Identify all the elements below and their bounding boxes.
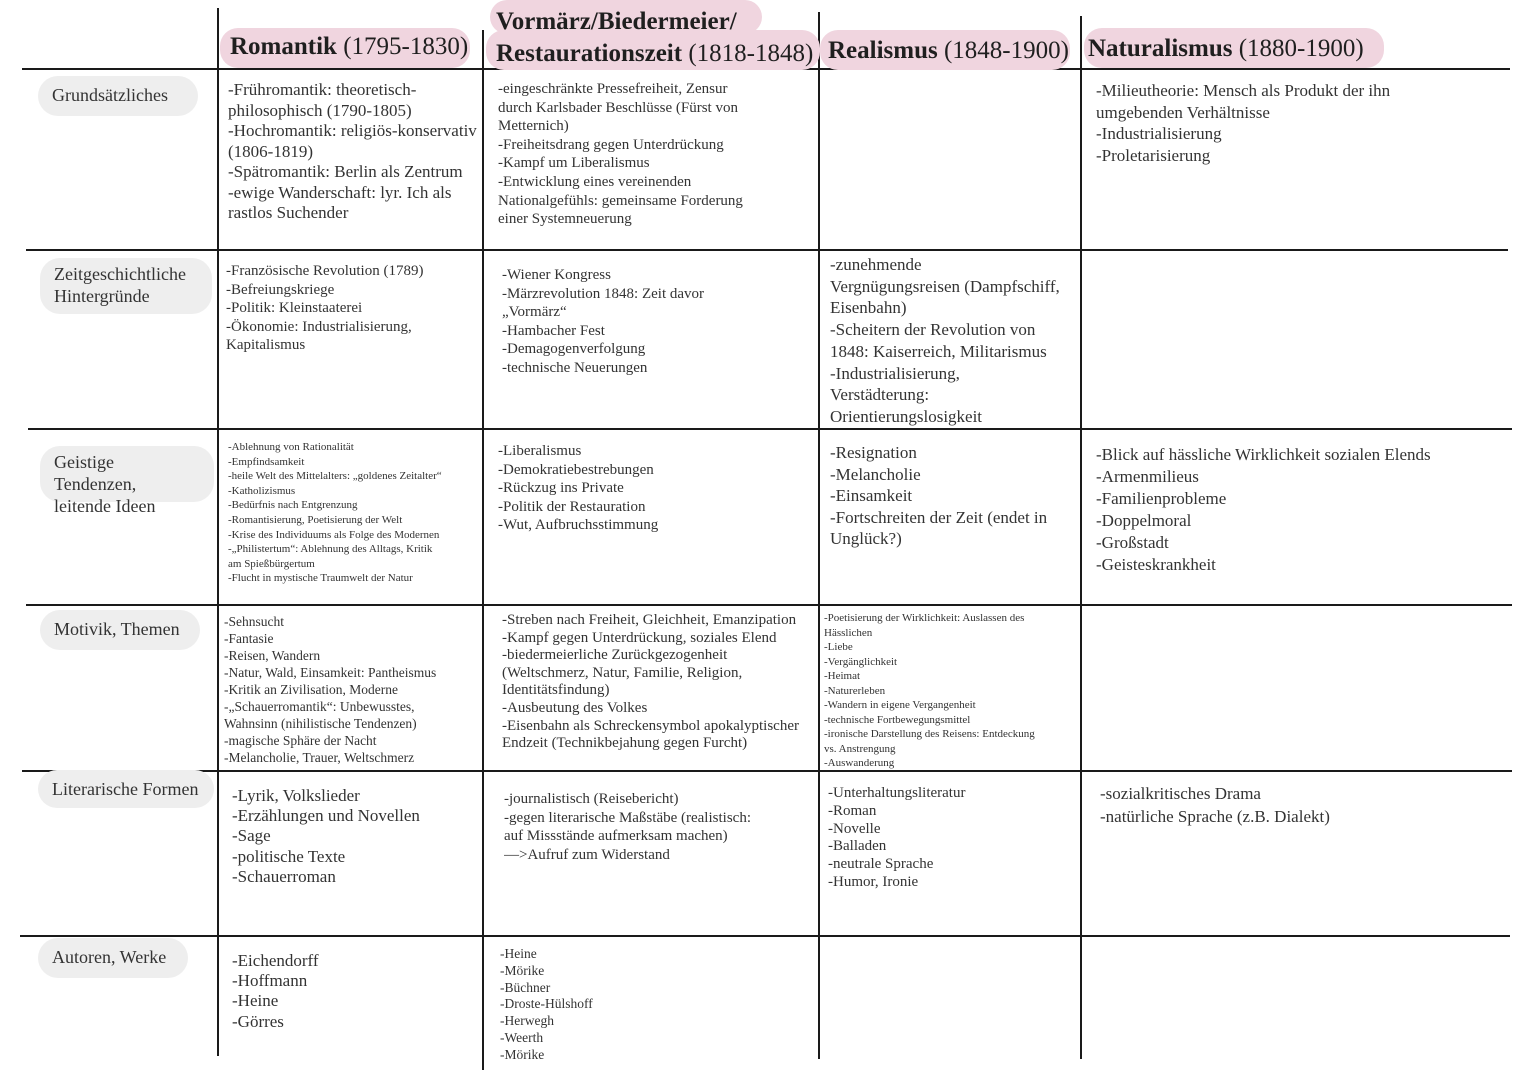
cell-zeit-realismus: -zunehmende Vergnügungsreisen (Dampfschiff, Eisenbahn) -Scheitern der Revolution von 1848: Kaiserreich, Militarismus -Industrialisierung, Verstädterung: Orientierungslosigkeit	[830, 255, 1060, 426]
cell-zeit-romantik: -Französische Revolution (1789) -Befreiungskriege -Politik: Kleinstaaterei -Ökonomie: Industrialisierung, Kapitalismus	[226, 263, 424, 354]
cell-form-romantik: -Lyrik, Volkslieder -Erzählungen und Novellen -Sage -politische Texte -Schauerroman	[232, 786, 420, 886]
column-divider	[1080, 16, 1082, 1059]
cell-grund-romantik: -Frühromantik: theoretisch- philosophisch (1790-1805) -Hochromantik: religiös-konservativ (1806-1819) -Spätromantik: Berlin als Zentrum -ewige Wanderschaft: lyr. Ich als rastlos Suchender	[228, 80, 477, 222]
cell-motiv-vormaerz: -Streben nach Freiheit, Gleichheit, Emanzipation -Kampf gegen Unterdrückung, soziales Elend -biedermeierliche Zurückgezogenheit (Weltschmerz, Natur, Familie, Religion, Identitätsfindung) -Ausbeutung des Volkes -Eisenbahn als Schreckensymbol apokalyptischer Endzeit (Technikbejahung gegen Furcht)	[502, 612, 799, 752]
cell-geist-vormaerz: -Liberalismus -Demokratiebestrebungen -Rückzug ins Private -Politik der Restauration -Wut, Aufbruchsstimmung	[498, 443, 659, 534]
cell-grund-vormaerz: -eingeschränkte Pressefreiheit, Zensur durch Karlsbader Beschlüsse (Fürst von Metternich) -Freiheitsdrang gegen Unterdrückung -Kampf um Liberalismus -Entwicklung eines vereinenden Nationalgefühls: gemeinsame Forderung einer Systemneuerung	[498, 81, 743, 228]
cell-geist-naturalismus: -Blick auf hässliche Wirklichkeit sozialen Elends -Armenmilieus -Familienprobleme -Doppelmoral -Großstadt -Geisteskrankheit	[1096, 445, 1431, 574]
cell-autor-romantik: -Eichendorff -Hoffmann -Heine -Görres	[232, 951, 319, 1031]
row-divider	[20, 935, 1510, 937]
cell-zeit-vormaerz: -Wiener Kongress -Märzrevolution 1848: Zeit davor „Vormärz“ -Hambacher Fest -Demagogenverfolgung -technische Neuerungen	[502, 267, 705, 376]
row-divider	[26, 249, 1508, 251]
header-realismus: Realismus (1848-1900)	[828, 37, 1069, 64]
cell-motiv-realismus: -Poetisierung der Wirklichkeit: Auslassen des Hässlichen -Liebe -Vergänglichkeit -Heimat -Naturerleben -Wandern in eigene Vergangenheit -technische Fortbewegungsmittel -ironische Darstellung des Reisens: Entdeckung vs. Anstrengung -Auswanderung	[824, 612, 1035, 769]
header-romantik: Romantik (1795-1830)	[230, 33, 469, 60]
row-divider	[28, 428, 1512, 430]
cell-form-vormaerz: -journalistisch (Reisebericht) -gegen literarische Maßstäbe (realistisch: auf Missstände aufmerksam machen) —>Aufruf zum Widerstand	[504, 791, 751, 863]
column-divider	[482, 30, 484, 1070]
cell-geist-romantik: -Ablehnung von Rationalität -Empfindsamkeit -heile Welt des Mittelalters: „goldenes Zeitalter“ -Katholizismus -Bedürfnis nach Entgrenzung -Romantisierung, Poetisierung der Welt -Krise des Individuums als Folge des Modernen -„Philistertum“: Ablehnung des Alltags, Kritik am Spießbürgertum -Flucht in mystische Traumwelt der Natur	[228, 441, 442, 585]
row-label-zeitgeschichte: Zeitgeschichtliche Hintergründe	[40, 258, 212, 314]
cell-geist-realismus: -Resignation -Melancholie -Einsamkeit -Fortschreiten der Zeit (endet in Unglück?)	[830, 443, 1048, 548]
row-label-geistige-tendenzen: Geistige Tendenzen, leitende Ideen	[40, 446, 214, 502]
cell-grund-naturalismus: -Milieutheorie: Mensch als Produkt der ihn umgebenden Verhältnisse -Industrialisierung -Proletarisierung	[1096, 81, 1391, 165]
cell-autor-vormaerz: -Heine -Mörike -Büchner -Droste-Hülshoff -Herwegh -Weerth -Mörike	[500, 946, 593, 1062]
column-divider	[217, 8, 219, 1056]
row-divider	[26, 604, 1512, 606]
cell-form-naturalismus: -sozialkritisches Drama -natürliche Sprache (z.B. Dialekt)	[1100, 784, 1330, 826]
row-label-literarische-formen: Literarische Formen	[38, 770, 214, 808]
column-divider	[818, 12, 820, 1059]
cell-form-realismus: -Unterhaltungsliteratur -Roman -Novelle -Balladen -neutrale Sprache -Humor, Ironie	[828, 785, 966, 890]
row-label-motivik: Motivik, Themen	[40, 610, 200, 650]
row-label-grundsaetzliches: Grundsätzliches	[38, 76, 198, 116]
row-label-autoren: Autoren, Werke	[38, 938, 188, 978]
cell-motiv-romantik: -Sehnsucht -Fantasie -Reisen, Wandern -Natur, Wald, Einsamkeit: Pantheismus -Kritik an Zivilisation, Moderne -„Schauerromantik“: Unbewusstes, Wahnsinn (nihilistische Tendenzen) -magische Sphäre der Nacht -Melancholie, Trauer, Weltschmerz	[224, 614, 437, 765]
header-naturalismus: Naturalismus (1880-1900)	[1088, 35, 1364, 62]
row-divider	[22, 770, 1512, 772]
header-vormaerz: Vormärz/Biedermeier/ Restaurationszeit (1818-1848)	[496, 8, 814, 67]
